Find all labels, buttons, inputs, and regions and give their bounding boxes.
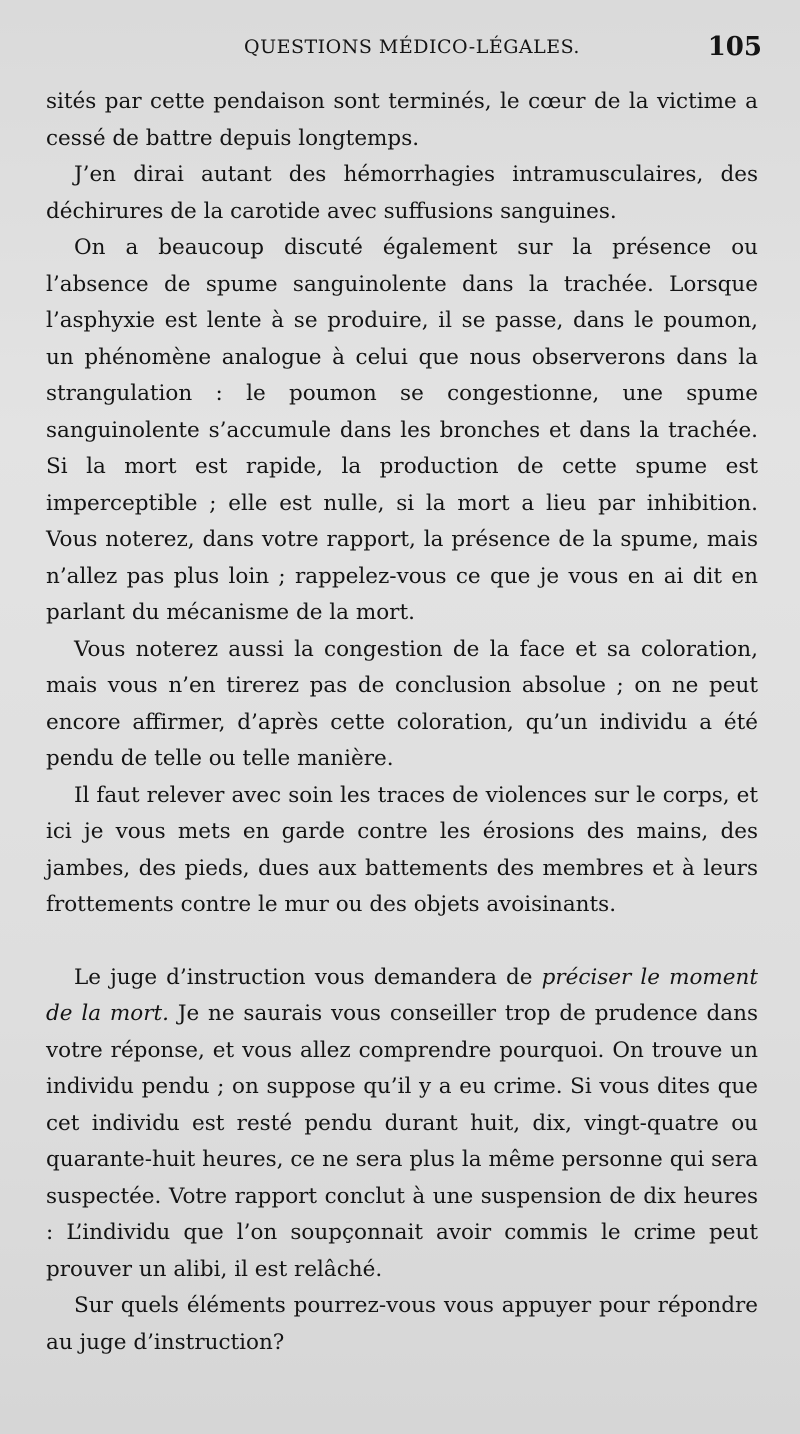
paragraph-spume: On a beaucoup discuté également sur la présence ou l’absence de spume sanguinolente dans la trachée. Lorsque l’asphyxie est lente à se produire, il se passe, dans le poumon, un phénomène analogue à celui que nous observerons dans la strangulation : le poumon se congestionne, une spume sanguinolente s’accumule dans les bronches et dans la trachée. Si la mort est rapide, la production de cette spume est imperceptible ; elle est nulle, si la mort a lieu par inhibition. Vous noterez, dans votre rapport, la présence de la spume, mais n’allez pas plus loin ; rappelez-vous ce que je vous en ai dit en parlant du mécanisme de la mort. — [46, 235, 758, 625]
page-body — [46, 84, 758, 1361]
paragraph-congestion: Vous noterez aussi la congestion de la face et sa coloration, mais vous n’en tirerez pas de conclusion absolue ; on ne peut encore affirmer, d’après cette coloration, qu’un individu a été pendu de telle ou telle manière. — [46, 636, 758, 771]
paragraph-text-before: Le juge d’instruction vous demandera de — [74, 964, 542, 990]
emphasis-text: préciser le moment de la mort. — [46, 964, 758, 1026]
page-header — [0, 32, 800, 76]
paragraph-hemorrhages: J’en dirai autant des hémorrhagies intramusculaires, des déchirures de la carotide avec suffusions sanguines. — [46, 162, 758, 224]
paragraph-question: Sur quels éléments pourrez-vous vous appuyer pour répondre au juge d’instruction? — [46, 1293, 758, 1355]
paragraph-continuation: sités par cette pendaison sont terminés, le cœur de la victime a cessé de battre depuis longtemps. — [46, 89, 758, 151]
paragraph-time-of-death — [46, 960, 758, 1289]
running-head: QUESTIONS MÉDICO-LÉGALES. — [244, 36, 580, 58]
paragraph-violence-traces: Il faut relever avec soin les traces de violences sur le corps, et ici je vous mets en garde contre les érosions des mains, des jambes, des pieds, dues aux battements des membres et à leurs frottements contre le mur ou des objets avoisinants. — [46, 782, 758, 917]
paragraph-text-after: Je ne saurais vous conseiller trop de prudence dans votre réponse, et vous allez comprendre pourquoi. On trouve un individu pendu ; on suppose qu’il y a eu crime. Si vous dites que cet individu est resté pendu durant huit, dix, vingt-quatre ou quarante-huit heures, ce ne sera plus la même personne qui sera suspectée. Votre rapport conclut à une suspension de dix heures : L’individu que l’on soupçonnait avoir commis le crime peut prouver un alibi, il est relâché. — [46, 1001, 758, 1282]
page-number: 105 — [707, 32, 762, 62]
